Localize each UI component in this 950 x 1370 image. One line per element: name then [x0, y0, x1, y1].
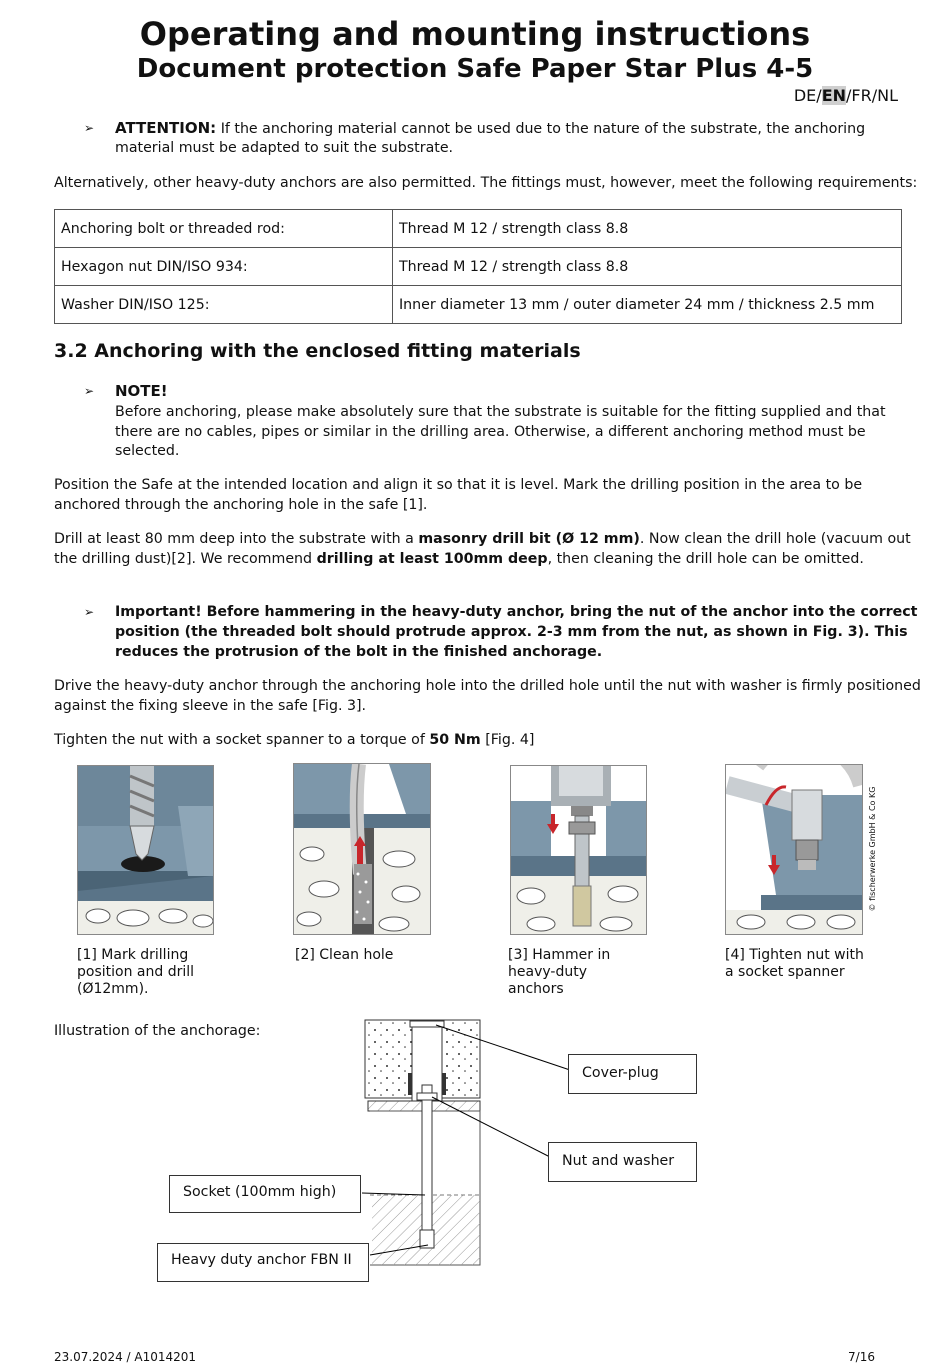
- table-cell-spec: Inner diameter 13 mm / outer diameter 24 mm / thickness 2.5 mm: [393, 286, 902, 324]
- figure-1-drilling: [77, 765, 214, 935]
- section-heading: 3.2 Anchoring with the enclosed fitting materials: [54, 340, 581, 362]
- footer-date-docid: 23.07.2024 / A1014201: [54, 1350, 197, 1364]
- callout-nut-washer: Nut and washer: [548, 1142, 697, 1182]
- position-line-2: anchored through the anchoring hole in the safe [1].: [54, 497, 428, 513]
- note-line-1: Before anchoring, please make absolutely sure that the substrate is suitable for the fitting supplied and that: [115, 404, 886, 420]
- drive-line-2: against the fixing sleeve in the safe [Fig. 3].: [54, 698, 367, 714]
- note-line-3: selected.: [115, 443, 180, 459]
- alternative-paragraph: Alternatively, other heavy-duty anchors are also permitted. The fittings must, however, meet the following requirements:: [54, 175, 918, 191]
- table-cell-item: Hexagon nut DIN/ISO 934:: [55, 248, 393, 286]
- bullet-arrow-icon: ➢: [84, 121, 95, 135]
- hammer-anchor-illustration-icon: [511, 766, 646, 934]
- note-line-2: there are no cables, pipes or similar in the drilling area. Otherwise, a different anchoring method must be: [115, 424, 866, 440]
- figure-1-caption: [1] Mark drilling position and drill (Ø12mm).: [77, 947, 195, 997]
- callout-heavy-duty-anchor: Heavy duty anchor FBN II: [157, 1243, 369, 1282]
- table-row: [55, 248, 902, 286]
- table-cell-spec: Thread M 12 / strength class 8.8: [393, 248, 902, 286]
- document-subtitle: Document protection Safe Paper Star Plus 4-5: [136, 54, 814, 84]
- important-line-3: reduces the protrusion of the bolt in the finished anchorage.: [115, 644, 603, 660]
- anchorage-label: Illustration of the anchorage:: [54, 1023, 261, 1039]
- table-cell-spec: Thread M 12 / strength class 8.8: [393, 210, 902, 248]
- tighten-paragraph: Tighten the nut with a socket spanner to a torque of 50 Nm [Fig. 4]: [54, 732, 535, 748]
- drive-line-1: Drive the heavy-duty anchor through the anchoring hole into the drilled hole until the nut with washer is firmly positioned: [54, 678, 921, 694]
- figure-4-tightening: [725, 764, 863, 935]
- lang-de[interactable]: DE/: [793, 86, 822, 105]
- important-line-1: Important! Before hammering in the heavy-duty anchor, bring the nut of the anchor into the correct: [115, 604, 918, 620]
- lang-others[interactable]: /FR/NL: [846, 86, 898, 105]
- socket-spanner-illustration-icon: [726, 765, 862, 934]
- clean-hole-illustration-icon: [294, 764, 430, 934]
- callout-socket: Socket (100mm high): [169, 1175, 361, 1213]
- figure-2-cleaning: [293, 763, 431, 935]
- bullet-arrow-icon: ➢: [84, 384, 95, 398]
- position-line-1: Position the Safe at the intended location and align it so that it is level. Mark the drilling position in the area to be: [54, 477, 863, 493]
- table-cell-item: Anchoring bolt or threaded rod:: [55, 210, 393, 248]
- drill-line-2: the drilling dust)[2]. We recommend drilling at least 100mm deep, then cleaning the drill hole can be omitted.: [54, 551, 864, 567]
- figure-2-caption: [2] Clean hole: [295, 947, 394, 963]
- attention-line-2: material must be adapted to suit the substrate.: [115, 140, 454, 156]
- drill-line-1: Drill at least 80 mm deep into the substrate with a masonry drill bit (Ø 12 mm). Now clean the drill hole (vacuum out: [54, 531, 911, 547]
- callout-cover-plug: Cover-plug: [568, 1054, 697, 1094]
- document-title: Operating and mounting instructions: [139, 15, 811, 53]
- bullet-arrow-icon: ➢: [84, 605, 95, 619]
- torque-emphasis: 50 Nm: [429, 732, 481, 748]
- table-row: [55, 286, 902, 324]
- important-line-2: position (the threaded bolt should protrude approx. 2-3 mm from the nut, as shown in Fig. 3). This: [115, 624, 908, 640]
- figure-3-caption: [3] Hammer in heavy-duty anchors: [508, 947, 611, 997]
- footer-page-number: 7/16: [848, 1350, 875, 1364]
- drill-illustration-icon: [78, 766, 213, 934]
- drill-bit-emphasis: masonry drill bit (Ø 12 mm): [418, 531, 640, 547]
- table-row: [55, 210, 902, 248]
- attention-label: ATTENTION:: [115, 119, 217, 137]
- note-label: NOTE!: [115, 382, 168, 400]
- figure-3-hammering: [510, 765, 647, 935]
- attention-line-1: ATTENTION: If the anchoring material cannot be used due to the nature of the substrate, the anchoring: [115, 119, 866, 137]
- table-cell-item: Washer DIN/ISO 125:: [55, 286, 393, 324]
- figure-4-caption: [4] Tighten nut with a socket spanner: [725, 947, 864, 980]
- requirements-table: [54, 209, 902, 324]
- language-selector: [794, 86, 898, 106]
- drill-depth-emphasis: drilling at least 100mm deep: [316, 551, 548, 567]
- copyright-note: © fischerwerke GmbH & Co KG: [868, 786, 877, 912]
- lang-en-active[interactable]: EN: [821, 86, 847, 105]
